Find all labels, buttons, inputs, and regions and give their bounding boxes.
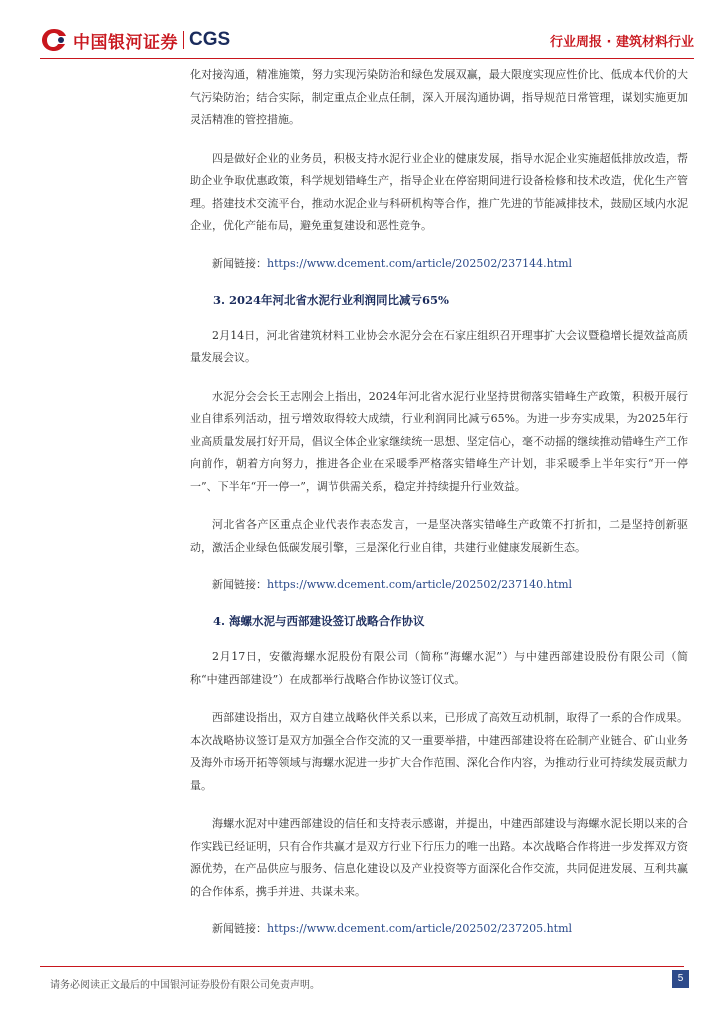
main-content (190, 64, 688, 955)
news-link-line (190, 254, 688, 274)
news-link-line (190, 575, 688, 595)
paragraph: 海螺水泥对中建西部建设的信任和支持表示感谢，并提出，中建西部建设与海螺水泥长期以来的合作实践已经证明，只有合作共赢才是双方行业下行压力的唯一出路。本次战略合作将进一步发挥双方资源优势，在产品供应与服务、信息化建设以及产业投资等方面深化合作交流，共同促进发展、互利共赢的合作体系，携手并进、共谋未来。 (190, 817, 688, 898)
paragraph: 水泥分会会长王志刚会上指出，2024年河北省水泥行业坚持贯彻落实错峰生产政策，积极开展行业自律系列活动，扭亏增效取得较大成绩，行业利润同比减亏65%。为进一步夯实成果，为2025年行业高质量发展打好开局，倡议全体企业家继续统一思想、坚定信心，毫不动摇的继续推动错峰生产工作向前作，朝着方向努力，推进各企业在采暖季严格落实错峰生产计划，非采暖季上半年实行“开一停一”、下半年“开一停一”，调节供需关系，稳定并持续提升行业效益。 (190, 389, 688, 493)
page-header (0, 0, 724, 62)
report-type: 行业周报 (549, 35, 602, 50)
header-separator: · (606, 35, 612, 50)
company-logo (40, 27, 230, 53)
logo-chinese-name: 中国银河证券 (73, 32, 178, 53)
news-link[interactable]: https://www.dcement.com/article/202502/237144.html (267, 256, 573, 270)
paragraph: 2月17日，安徽海螺水泥股份有限公司（简称“海螺水泥”）与中建西部建设股份有限公司（简称“中建西部建设”）在成都举行战略合作协议签订仪式。 (190, 650, 688, 686)
cgs-logo-icon (40, 27, 68, 53)
paragraph: 西部建设指出，双方自建立战略伙伴关系以来，已形成了高效互动机制，取得了一系的合作成果。本次战略协议签订是双方加强全合作交流的又一重要举措，中建西部建设将在砼制产业链合、矿山业务及海外市场开拓等领域与海螺水泥进一步扩大合作范围、深化合作内容，为推动行业可持续发展贡献力量。 (190, 711, 688, 792)
news-link-line (190, 919, 688, 939)
industry-name: 建筑材料行业 (615, 35, 694, 50)
paragraph: 河北省各产区重点企业代表作表态发言，一是坚决落实错峰生产政策不打折扣，二是坚持创新驱动，激活企业绿色低碳发展引擎，三是深化行业自律，共建行业健康发展新生态。 (190, 518, 688, 554)
paragraph: 四是做好企业的业务员，积极支持水泥行业企业的健康发展，指导水泥企业实施超低排放改造，帮助企业争取优惠政策，科学规划错峰生产，指导企业在停窑期间进行设备检修和技术改造，优化生产管理。搭建技术交流平台，推动水泥企业与科研机构等合作，推广先进的节能减排技术，鼓励区域内水泥企业，优化产能布局，避免重复建设和恶性竞争。 (190, 151, 688, 232)
section-title: 3. 2024年河北省水泥行业利润同比减亏65% (213, 292, 449, 307)
paragraph: 2月14日，河北省建筑材料工业协会水泥分会在石家庄组织召开理事扩大会议暨稳增长提效益高质量发展会议。 (190, 328, 688, 364)
news-link[interactable]: https://www.dcement.com/article/202502/237140.html (267, 578, 573, 591)
news-link[interactable]: https://www.dcement.com/article/202502/237205.html (267, 922, 573, 935)
link-label: 新闻链接： (212, 578, 267, 591)
page-number: 5 (672, 970, 689, 988)
footer-disclaimer: 请务必阅读正文最后的中国银河证券股份有限公司免责声明。 (50, 980, 320, 991)
section-title: 4. 海螺水泥与西部建设签订战略合作协议 (213, 614, 425, 628)
logo-english-name: CGS (189, 29, 231, 50)
paragraph: 化对接沟通，精准施策，努力实现污染防治和绿色发展双赢，最大限度实现应性价比、低成本代价的大气污染防治；结合实际，制定重点企业点任制，深入开展沟通协调，指导规范日常管理，谋划实施更加灵活精准的管控措施。 (190, 68, 688, 126)
header-divider (40, 58, 694, 59)
logo-divider (183, 31, 184, 49)
link-label: 新闻链接： (212, 256, 267, 270)
report-category (550, 31, 694, 50)
footer-divider (40, 966, 684, 967)
link-label: 新闻链接： (212, 922, 267, 935)
